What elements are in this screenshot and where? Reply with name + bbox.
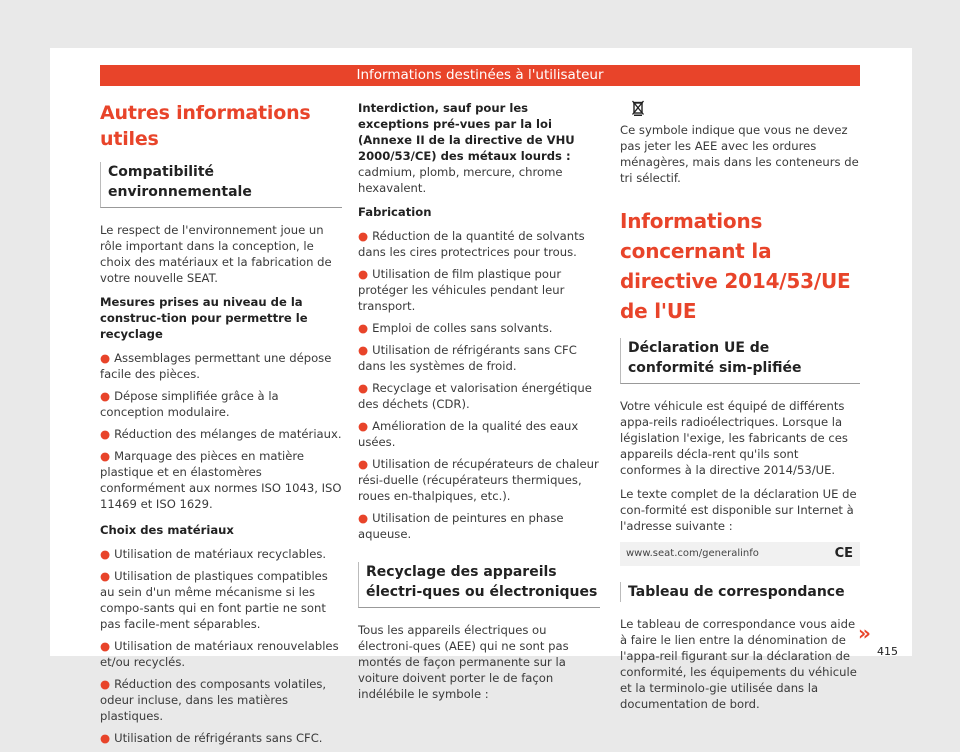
page-number: 415 — [877, 645, 898, 658]
section-title: Autres informations utiles — [100, 102, 311, 150]
radio-paragraph: Votre véhicule est équipé de différents appa-reils radioélectriques. Lorsque la législation l'exige, les fabricants de ces appareils décla-rent qu'ils sont conformes à la directive 2014/53/UE. — [620, 399, 848, 477]
section-title: Informations concernant la directive 2014/53/UE de l'UE — [620, 209, 851, 323]
bullet-icon: ● — [358, 381, 369, 395]
list-item: ● Utilisation de réfrigérants sans CFC dans les systèmes de froid. — [358, 343, 577, 373]
symbol-paragraph: Ce symbole indique que vous ne devez pas jeter les AEE avec les ordures ménagères, mais dans les conteneurs de tri sélectif. — [620, 123, 859, 185]
list-item: ● Réduction de la quantité de solvants dans les cires protectrices pour trous. — [358, 229, 585, 259]
weee-paragraph: Tous les appareils électriques ou électroni-ques (AEE) qui ne sont pas montés de façon permanente sur la voiture doivent porter le de façon indélébile le symbole : — [358, 623, 569, 701]
list-item: ● Amélioration de la qualité des eaux usées. — [358, 419, 579, 449]
list-item: ● Utilisation de peintures en phase aqueuse. — [358, 511, 564, 541]
intro-paragraph: Le respect de l'environnement joue un rôle important dans la conception, le choix des matériaux et la fabrication de votre nouvelle SEAT. — [100, 223, 332, 285]
list-item: ● Assemblages permettant une dépose facile des pièces. — [100, 351, 332, 381]
materials-heading: Choix des matériaux — [100, 523, 234, 537]
declaration-paragraph: Le texte complet de la déclaration UE de con-formité est disponible sur Internet à l'adresse suivante : — [620, 487, 857, 533]
declaration-link[interactable]: www.seat.com/generalinfo — [626, 548, 759, 559]
bullet-icon: ● — [358, 267, 369, 281]
page-header: Informations destinées à l'utilisateur — [100, 65, 860, 86]
bullet-icon: ● — [100, 639, 111, 653]
bullet-icon: ● — [100, 389, 111, 403]
bullet-icon: ● — [100, 427, 111, 441]
bullet-icon: ● — [100, 351, 111, 365]
bullet-icon: ● — [100, 569, 111, 583]
bullet-icon: ● — [100, 449, 111, 463]
list-item: ● Utilisation de plastiques compatibles au sein d'un même mécanisme si les compo-sants qui en font partie ne sont pas facile-ment séparables. — [100, 569, 328, 631]
list-item: ● Réduction des composants volatiles, odeur incluse, dans les matières plastiques. — [100, 677, 327, 723]
url-box — [620, 542, 860, 566]
list-item: ● Marquage des pièces en matière plastique et en élastomères conformément aux normes ISO 1043, ISO 11469 et ISO 1629. — [100, 449, 342, 511]
section-subtitle: Compatibilité environnementale — [100, 162, 342, 208]
list-item: ● Dépose simplifiée grâce à la conception modulaire. — [100, 389, 279, 419]
correspondence-paragraph: Le tableau de correspondance vous aide à faire le lien entre la dénomination de l'appa-reil figurant sur la déclaration de conformité, les équipements du véhicule et la terminolo-gie utilisée dans la documentation de bord. — [620, 617, 857, 711]
section-subtitle: Recyclage des appareils électri-ques ou électroniques — [358, 562, 600, 608]
ce-mark-icon: CE — [834, 546, 853, 561]
column-1 — [100, 100, 342, 752]
bullet-icon: ● — [358, 419, 369, 433]
bullet-icon: ● — [358, 229, 369, 243]
list-item: ● Utilisation de récupérateurs de chaleur rési-duelle (récupérateurs thermiques, roues en-thalpiques, etc.). — [358, 457, 599, 503]
bullet-icon: ● — [358, 457, 369, 471]
continue-arrow-icon: » — [858, 621, 871, 645]
section-subtitle: Tableau de correspondance — [620, 582, 860, 602]
list-item: ● Utilisation de matériaux recyclables. — [100, 547, 327, 561]
bullet-icon: ● — [358, 343, 369, 357]
list-item: ● Emploi de colles sans solvants. — [358, 321, 553, 335]
list-item: ● Utilisation de réfrigérants sans CFC. — [100, 731, 323, 745]
manufacturing-heading: Fabrication — [358, 205, 432, 219]
heavy-metals-paragraph: Interdiction, sauf pour les exceptions pré-vues par la loi (Annexe II de la directive de VHU 2000/53/CE) des métaux lourds : cadmium, plomb, mercure, chrome hexavalent. — [358, 101, 575, 195]
bullet-icon: ● — [358, 321, 369, 335]
list-item: ● Recyclage et valorisation énergétique des déchets (CDR). — [358, 381, 592, 411]
section-subtitle: Déclaration UE de conformité sim-plifiée — [620, 338, 860, 384]
list-item: ● Utilisation de film plastique pour protéger les véhicules pendant leur transport. — [358, 267, 565, 313]
list-item: ● Utilisation de matériaux renouvelables et/ou recyclés. — [100, 639, 339, 669]
bullet-icon: ● — [358, 511, 369, 525]
bullet-icon: ● — [100, 547, 111, 561]
bullet-icon: ● — [100, 731, 111, 745]
column-2 — [358, 100, 600, 710]
bullet-icon: ● — [100, 677, 111, 691]
recycling-heading: Mesures prises au niveau de la construc-tion pour permettre le recyclage — [100, 295, 308, 341]
list-item: ● Réduction des mélanges de matériaux. — [100, 427, 342, 441]
crossed-bin-icon — [632, 100, 644, 116]
column-3 — [620, 100, 860, 720]
